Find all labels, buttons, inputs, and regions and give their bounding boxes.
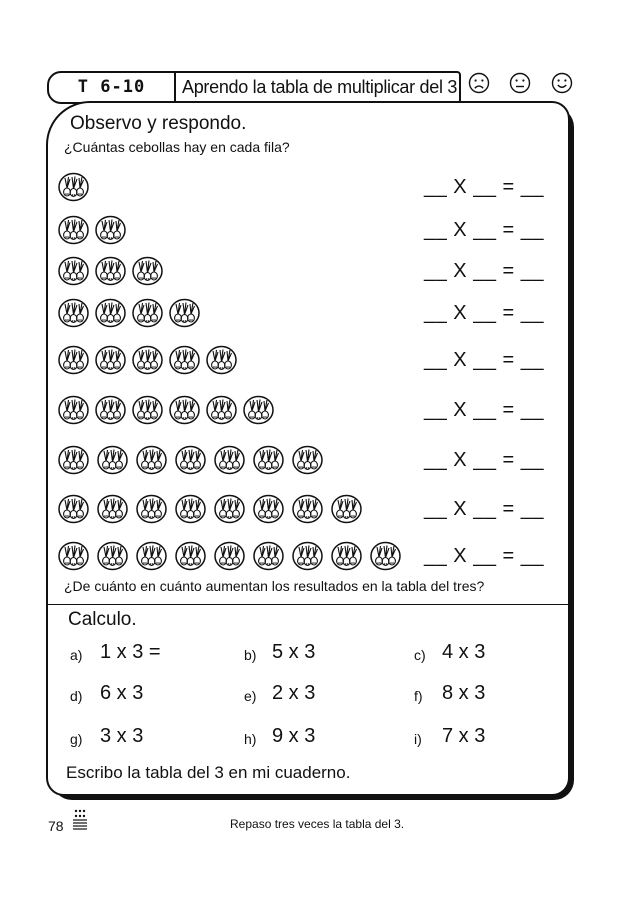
- neutral-face-icon[interactable]: [509, 72, 531, 94]
- onion-group-icon: [370, 541, 401, 571]
- calc-item-letter: b): [244, 647, 257, 663]
- lesson-header: [47, 71, 461, 104]
- onion-group-icon: [175, 445, 206, 475]
- onion-group-icon: [253, 541, 284, 571]
- onion-group-icon: [175, 541, 206, 571]
- closing-instruction: Escribo la tabla del 3 en mi cuaderno.: [66, 763, 351, 782]
- calc-item-letter: a): [70, 647, 83, 663]
- onion-group-icon: [292, 494, 323, 524]
- onion-group-icon: [136, 445, 167, 475]
- onion-group-icon: [206, 345, 237, 375]
- multiplication-blank[interactable]: __ X __ = __: [424, 498, 544, 520]
- onion-group-icon: [58, 494, 89, 524]
- calc-item-expression[interactable]: 1 x 3 =: [100, 641, 161, 663]
- calc-item-letter: g): [70, 731, 83, 747]
- lesson-code: T 6-10: [49, 73, 176, 102]
- calc-item-letter: f): [414, 688, 423, 704]
- multiplication-blank[interactable]: __ X __ = __: [424, 260, 544, 282]
- onion-group-icon: [132, 395, 163, 425]
- onion-group-icon: [169, 345, 200, 375]
- calc-item-expression[interactable]: 3 x 3: [100, 725, 144, 747]
- onion-group-icon: [58, 172, 89, 202]
- onion-group-icon: [95, 256, 126, 286]
- multiplication-blank[interactable]: __ X __ = __: [424, 399, 544, 421]
- onion-group-icon: [292, 541, 323, 571]
- calc-item-expression[interactable]: 9 x 3: [272, 725, 316, 747]
- calc-item-letter: d): [70, 688, 83, 704]
- page-number: 78: [48, 818, 64, 834]
- multiplication-blank[interactable]: __ X __ = __: [424, 219, 544, 241]
- onion-group-icon: [97, 541, 128, 571]
- onion-row: [58, 345, 243, 375]
- onion-group-icon: [253, 494, 284, 524]
- onion-group-icon: [214, 445, 245, 475]
- multiplication-blank[interactable]: __ X __ = __: [424, 349, 544, 371]
- onion-group-icon: [169, 395, 200, 425]
- onion-group-icon: [206, 395, 237, 425]
- onion-group-icon: [58, 445, 89, 475]
- calc-item-expression[interactable]: 5 x 3: [272, 641, 316, 663]
- calc-item-expression[interactable]: 7 x 3: [442, 725, 486, 747]
- onion-group-icon: [95, 215, 126, 245]
- onion-group-icon: [292, 445, 323, 475]
- section1-question2: ¿De cuánto en cuánto aumentan los resultados en la tabla del tres?: [64, 578, 485, 594]
- onion-group-icon: [58, 541, 89, 571]
- multiplication-blank[interactable]: __ X __ = __: [424, 302, 544, 324]
- onion-group-icon: [253, 445, 284, 475]
- onion-group-icon: [132, 256, 163, 286]
- onion-row: [58, 395, 280, 425]
- calc-item-letter: e): [244, 688, 257, 704]
- multiplication-blank[interactable]: __ X __ = __: [424, 449, 544, 471]
- onion-row: [58, 172, 95, 202]
- multiplication-blank[interactable]: __ X __ = __: [424, 176, 544, 198]
- onion-group-icon: [214, 541, 245, 571]
- multiplication-blank[interactable]: __ X __ = __: [424, 545, 544, 567]
- onion-group-icon: [58, 395, 89, 425]
- onion-row: [58, 494, 370, 524]
- calc-item-letter: c): [414, 647, 426, 663]
- onion-row: [58, 298, 206, 328]
- calc-item-letter: i): [414, 731, 422, 747]
- onion-group-icon: [243, 395, 274, 425]
- abacus-icon: [72, 808, 88, 832]
- calc-item-expression[interactable]: 8 x 3: [442, 682, 486, 704]
- calc-item-letter: h): [244, 731, 257, 747]
- onion-group-icon: [58, 298, 89, 328]
- calc-item-expression[interactable]: 2 x 3: [272, 682, 316, 704]
- onion-group-icon: [331, 541, 362, 571]
- onion-group-icon: [136, 494, 167, 524]
- onion-group-icon: [331, 494, 362, 524]
- onion-group-icon: [175, 494, 206, 524]
- calc-item-expression[interactable]: 4 x 3: [442, 641, 486, 663]
- footer-note: Repaso tres veces la tabla del 3.: [230, 817, 405, 831]
- section2-heading: Calculo.: [68, 609, 137, 630]
- onion-group-icon: [169, 298, 200, 328]
- onion-row: [58, 445, 331, 475]
- onion-group-icon: [95, 345, 126, 375]
- sad-face-icon[interactable]: [468, 72, 490, 94]
- onion-group-icon: [95, 395, 126, 425]
- happy-face-icon[interactable]: [551, 72, 573, 94]
- onion-group-icon: [58, 345, 89, 375]
- section1-question: ¿Cuántas cebollas hay en cada fila?: [64, 139, 290, 155]
- onion-row: [58, 541, 409, 571]
- onion-group-icon: [97, 445, 128, 475]
- lesson-title: Aprendo la tabla de multiplicar del 3: [182, 77, 458, 97]
- onion-row: [58, 215, 132, 245]
- section1-heading: Observo y respondo.: [70, 113, 247, 134]
- section-divider: [48, 604, 568, 605]
- onion-row: [58, 256, 169, 286]
- onion-group-icon: [58, 215, 89, 245]
- onion-group-icon: [132, 345, 163, 375]
- onion-group-icon: [58, 256, 89, 286]
- onion-group-icon: [97, 494, 128, 524]
- onion-group-icon: [95, 298, 126, 328]
- onion-group-icon: [136, 541, 167, 571]
- onion-group-icon: [132, 298, 163, 328]
- calc-item-expression[interactable]: 6 x 3: [100, 682, 144, 704]
- onion-group-icon: [214, 494, 245, 524]
